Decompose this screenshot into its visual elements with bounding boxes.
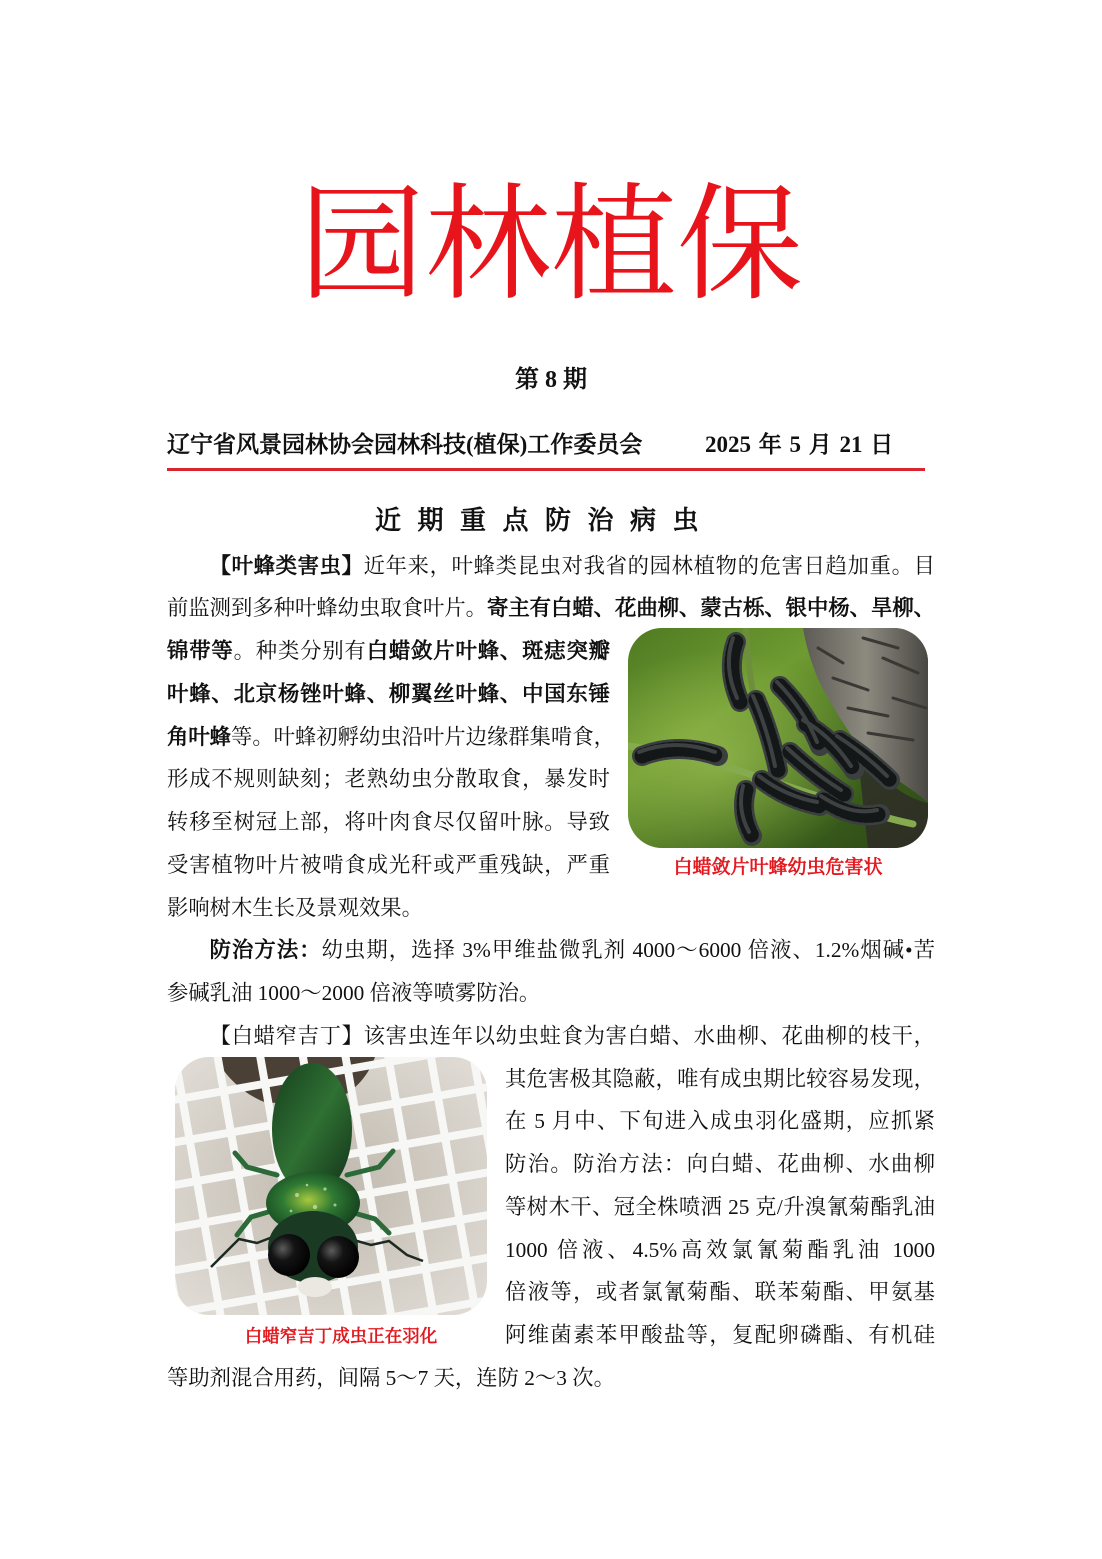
host-plants-text: 锦带等	[167, 639, 234, 664]
photo-caption-sawfly: 白蜡敛片叶蜂幼虫危害状	[673, 856, 883, 878]
paragraph-line	[505, 1314, 935, 1357]
frass-debris	[298, 1277, 332, 1297]
text-run: 转移至树冠上部，将叶肉食尽仅留叶脉。导致	[167, 810, 610, 835]
issue-number: 第 8 期	[515, 367, 587, 393]
photo-ash-borer-beetle	[175, 1057, 487, 1315]
paragraph-line	[505, 1229, 935, 1272]
paragraph-line	[505, 1100, 935, 1143]
text-run: 阿维菌素苯甲酸盐等，复配卵磷酯、有机硅	[505, 1323, 935, 1348]
control-method-label: 防治方法：	[209, 938, 322, 963]
sawfly-larvae-illustration	[628, 628, 928, 848]
paragraph-line	[167, 972, 935, 1015]
publisher-name: 辽宁省风景园林协会园林科技(植保)工作委员会	[167, 432, 643, 457]
text-run: 影响树木生长及景观效果。	[167, 895, 423, 920]
text-run: 前监测到多种叶蜂幼虫取食叶片。	[167, 596, 487, 621]
article-heading: 近 期 重 点 防 治 病 虫	[375, 506, 704, 535]
section-label-sawfly: 【叶蜂类害虫】	[209, 553, 364, 578]
text-run: 等树木干、冠全株喷洒 25 克/升溴氰菊酯乳油	[505, 1194, 935, 1219]
paragraph-line	[167, 716, 615, 759]
paragraph-line	[167, 1015, 935, 1058]
species-names-text: 叶蜂、北京杨锉叶蜂、柳翼丝叶蜂、中国东锤	[167, 681, 610, 706]
paragraph-line	[167, 929, 935, 972]
text-run: 防治。防治方法：向白蜡、花曲柳、水曲柳	[505, 1152, 935, 1177]
text-run: 在 5 月中、下旬进入成虫羽化盛期，应抓紧	[505, 1109, 935, 1134]
paragraph-line	[167, 887, 610, 930]
text-run: 参碱乳油 1000～2000 倍液等喷雾防治。	[167, 981, 541, 1006]
masthead-title: 园林植保	[299, 171, 803, 318]
text-run: 形成不规则缺刻；老熟幼虫分散取食，暴发时	[167, 767, 610, 792]
host-plants-text: 寄主有白蜡、花曲柳、蒙古栎、银中杨、旱柳、	[487, 596, 935, 621]
paragraph-line	[167, 801, 610, 844]
beetle-eye-right	[317, 1236, 359, 1278]
text-run: 其危害极其隐蔽，唯有成虫期比较容易发现，	[505, 1066, 935, 1091]
text-run: 等助剂混合用药，间隔 5～7 天，连防 2～3 次。	[167, 1365, 615, 1390]
text-run: 1000 倍液、4.5%高效氯氰菊酯乳油 1000	[505, 1237, 935, 1262]
section-label-ash-borer: 【白蜡窄吉丁】	[209, 1023, 364, 1048]
paragraph-line	[167, 758, 610, 801]
text-run: 倍液等，或者氯氰菊酯、联苯菊酯、甲氨基	[505, 1280, 935, 1305]
text-run: 幼虫期，选择 3%甲维盐微乳剂 4000～6000 倍液、1.2%烟碱•苦	[321, 938, 935, 963]
paragraph-line	[505, 1058, 935, 1101]
paragraph-line	[167, 673, 610, 716]
issue-date: 2025 年 5 月 21 日	[705, 432, 894, 457]
text-run: 受害植物叶片被啃食成光秆或严重残缺，严重	[167, 852, 610, 877]
paragraph-line	[505, 1186, 935, 1229]
paragraph-line	[167, 587, 935, 630]
text-run: 。种类分别有	[233, 639, 367, 664]
species-names-text: 角叶蜂	[167, 724, 231, 749]
paragraph-line	[167, 630, 610, 673]
photo-sawfly-larvae	[628, 628, 928, 848]
paragraph-line	[167, 844, 610, 887]
paragraph-line	[505, 1143, 935, 1186]
text-run: 等。叶蜂初孵幼虫沿叶片边缘群集啃食，	[231, 724, 615, 749]
species-names-text: 白蜡敛片叶蜂、斑痣突瓣	[366, 639, 610, 664]
paragraph-line	[505, 1271, 935, 1314]
text-run: 该害虫连年以幼虫蛀食为害白蜡、水曲柳、花曲柳的枝干，	[363, 1023, 935, 1048]
beetle-eye-left	[268, 1234, 310, 1276]
photo-caption-ash-borer: 白蜡窄吉丁成虫正在羽化	[244, 1327, 438, 1347]
paragraph-line	[167, 1357, 935, 1400]
paragraph-line	[167, 545, 935, 588]
ash-borer-illustration	[175, 1057, 487, 1315]
text-run: 近年来，叶蜂类昆虫对我省的园林植物的危害日趋加重。目	[363, 553, 935, 578]
header-divider	[167, 468, 925, 471]
